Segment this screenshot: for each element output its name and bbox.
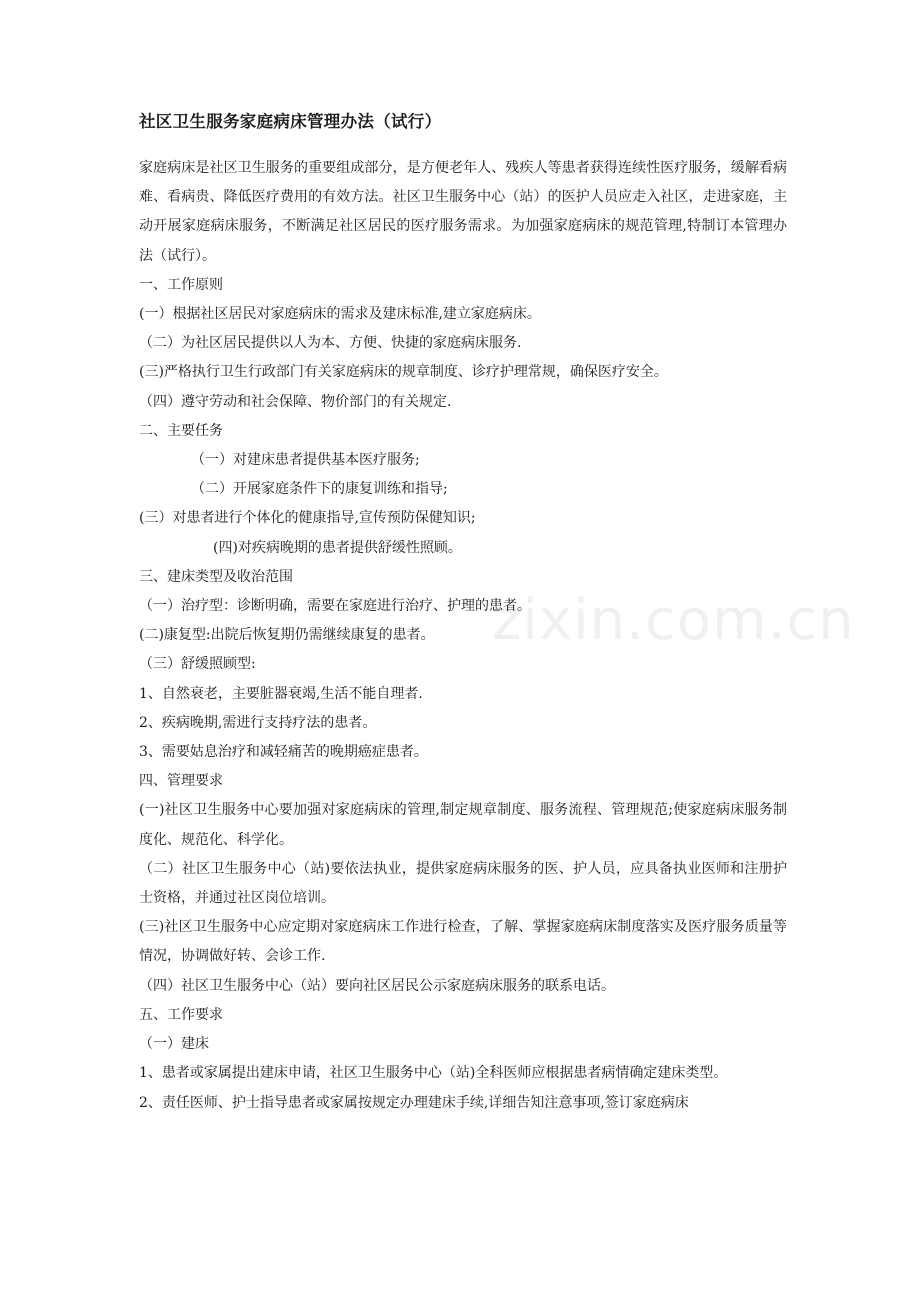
document-title: 社区卫生服务家庭病床管理办法（试行） (139, 112, 442, 131)
section-2-item-3: (三）对患者进行个体化的健康指导,宣传预防保健知识; (139, 510, 476, 527)
section-3-sub-2: 2、疾病晚期,需进行支持疗法的患者。 (139, 714, 377, 731)
section-3-item-1: （一）治疗型：诊断明确，需要在家庭进行治疗、护理的患者。 (139, 598, 531, 615)
section-3-item-3: （三）舒缓照顾型: (139, 656, 256, 673)
watermark: zixin.com.cn (492, 588, 855, 653)
section-1-heading: 一、工作原则 (139, 276, 223, 293)
section-2-item-1: （一）对建床患者提供基本医疗服务; (191, 452, 420, 469)
section-4-item-4: （四）社区卫生服务中心（站）要向社区居民公示家庭病床服务的联系电话。 (139, 977, 615, 994)
intro-paragraph: 家庭病床是社区卫生服务的重要组成部分，是方便老年人、残疾人等患者获得连续性医疗服务，缓解看病难、看病贵、降低医疗费用的有效方法。社区卫生服务中心（站）的医护人员应走入社区，走进家庭，主动开展家庭病床服务，不断满足社区居民的医疗服务需求。为加强家庭病床的规范管理,特制订本管理办法（试行）。 (139, 160, 787, 264)
section-5-item-1: （一）建床 (139, 1036, 209, 1053)
section-1-item-1: (一）根据社区居民对家庭病床的需求及建床标准,建立家庭病床。 (139, 306, 541, 323)
section-5-sub-2: 2、责任医师、护士指导患者或家属按规定办理建床手续,详细告知注意事项,签订家庭病床 (139, 1094, 689, 1111)
section-4-heading: 四、管理要求 (139, 773, 223, 790)
section-2-item-4: (四)对疾病晚期的患者提供舒缓性照顾。 (213, 539, 462, 556)
section-1-item-3: (三)严格执行卫生行政部门有关家庭病床的规章制度、诊疗护理常规，确保医疗安全。 (139, 364, 668, 381)
section-5-heading: 五、工作要求 (139, 1006, 223, 1023)
section-2-item-2: （二）开展家庭条件下的康复训练和指导; (191, 481, 448, 498)
section-1-item-4: （四）遵守劳动和社会保障、物价部门的有关规定. (139, 393, 452, 410)
section-3-sub-3: 3、需要姑息治疗和减轻痛苦的晚期癌症患者。 (139, 744, 428, 761)
section-4-item-3: (三)社区卫生服务中心应定期对家庭病床工作进行检查，了解、掌握家庭病床制度落实及医疗服务质量等情况，协调做好转、会诊工作. (139, 919, 787, 965)
section-3-item-2: (二)康复型:出院后恢复期仍需继续康复的患者。 (139, 627, 435, 644)
document-page (139, 110, 787, 1118)
section-3-sub-1: 1、自然衰老，主要脏器衰竭,生活不能自理者. (139, 685, 423, 702)
section-3-heading: 三、建床类型及收治范围 (139, 568, 293, 585)
section-4-item-2: （二）社区卫生服务中心（站)要依法执业，提供家庭病床服务的医、护人员，应具备执业医师和注册护士资格，并通过社区岗位培训。 (139, 860, 787, 907)
section-2-heading: 二、主要任务 (139, 422, 223, 439)
section-4-item-1: (一)社区卫生服务中心要加强对家庭病床的管理,制定规章制度、服务流程、管理规范;使家庭病床服务制度化、规范化、科学化。 (139, 802, 787, 848)
section-1-item-2: （二）为社区居民提供以人为本、方便、快捷的家庭病床服务. (139, 335, 522, 352)
section-5-sub-1: 1、患者或家属提出建床申请，社区卫生服务中心（站)全科医师应根据患者病情确定建床类型。 (139, 1065, 728, 1082)
